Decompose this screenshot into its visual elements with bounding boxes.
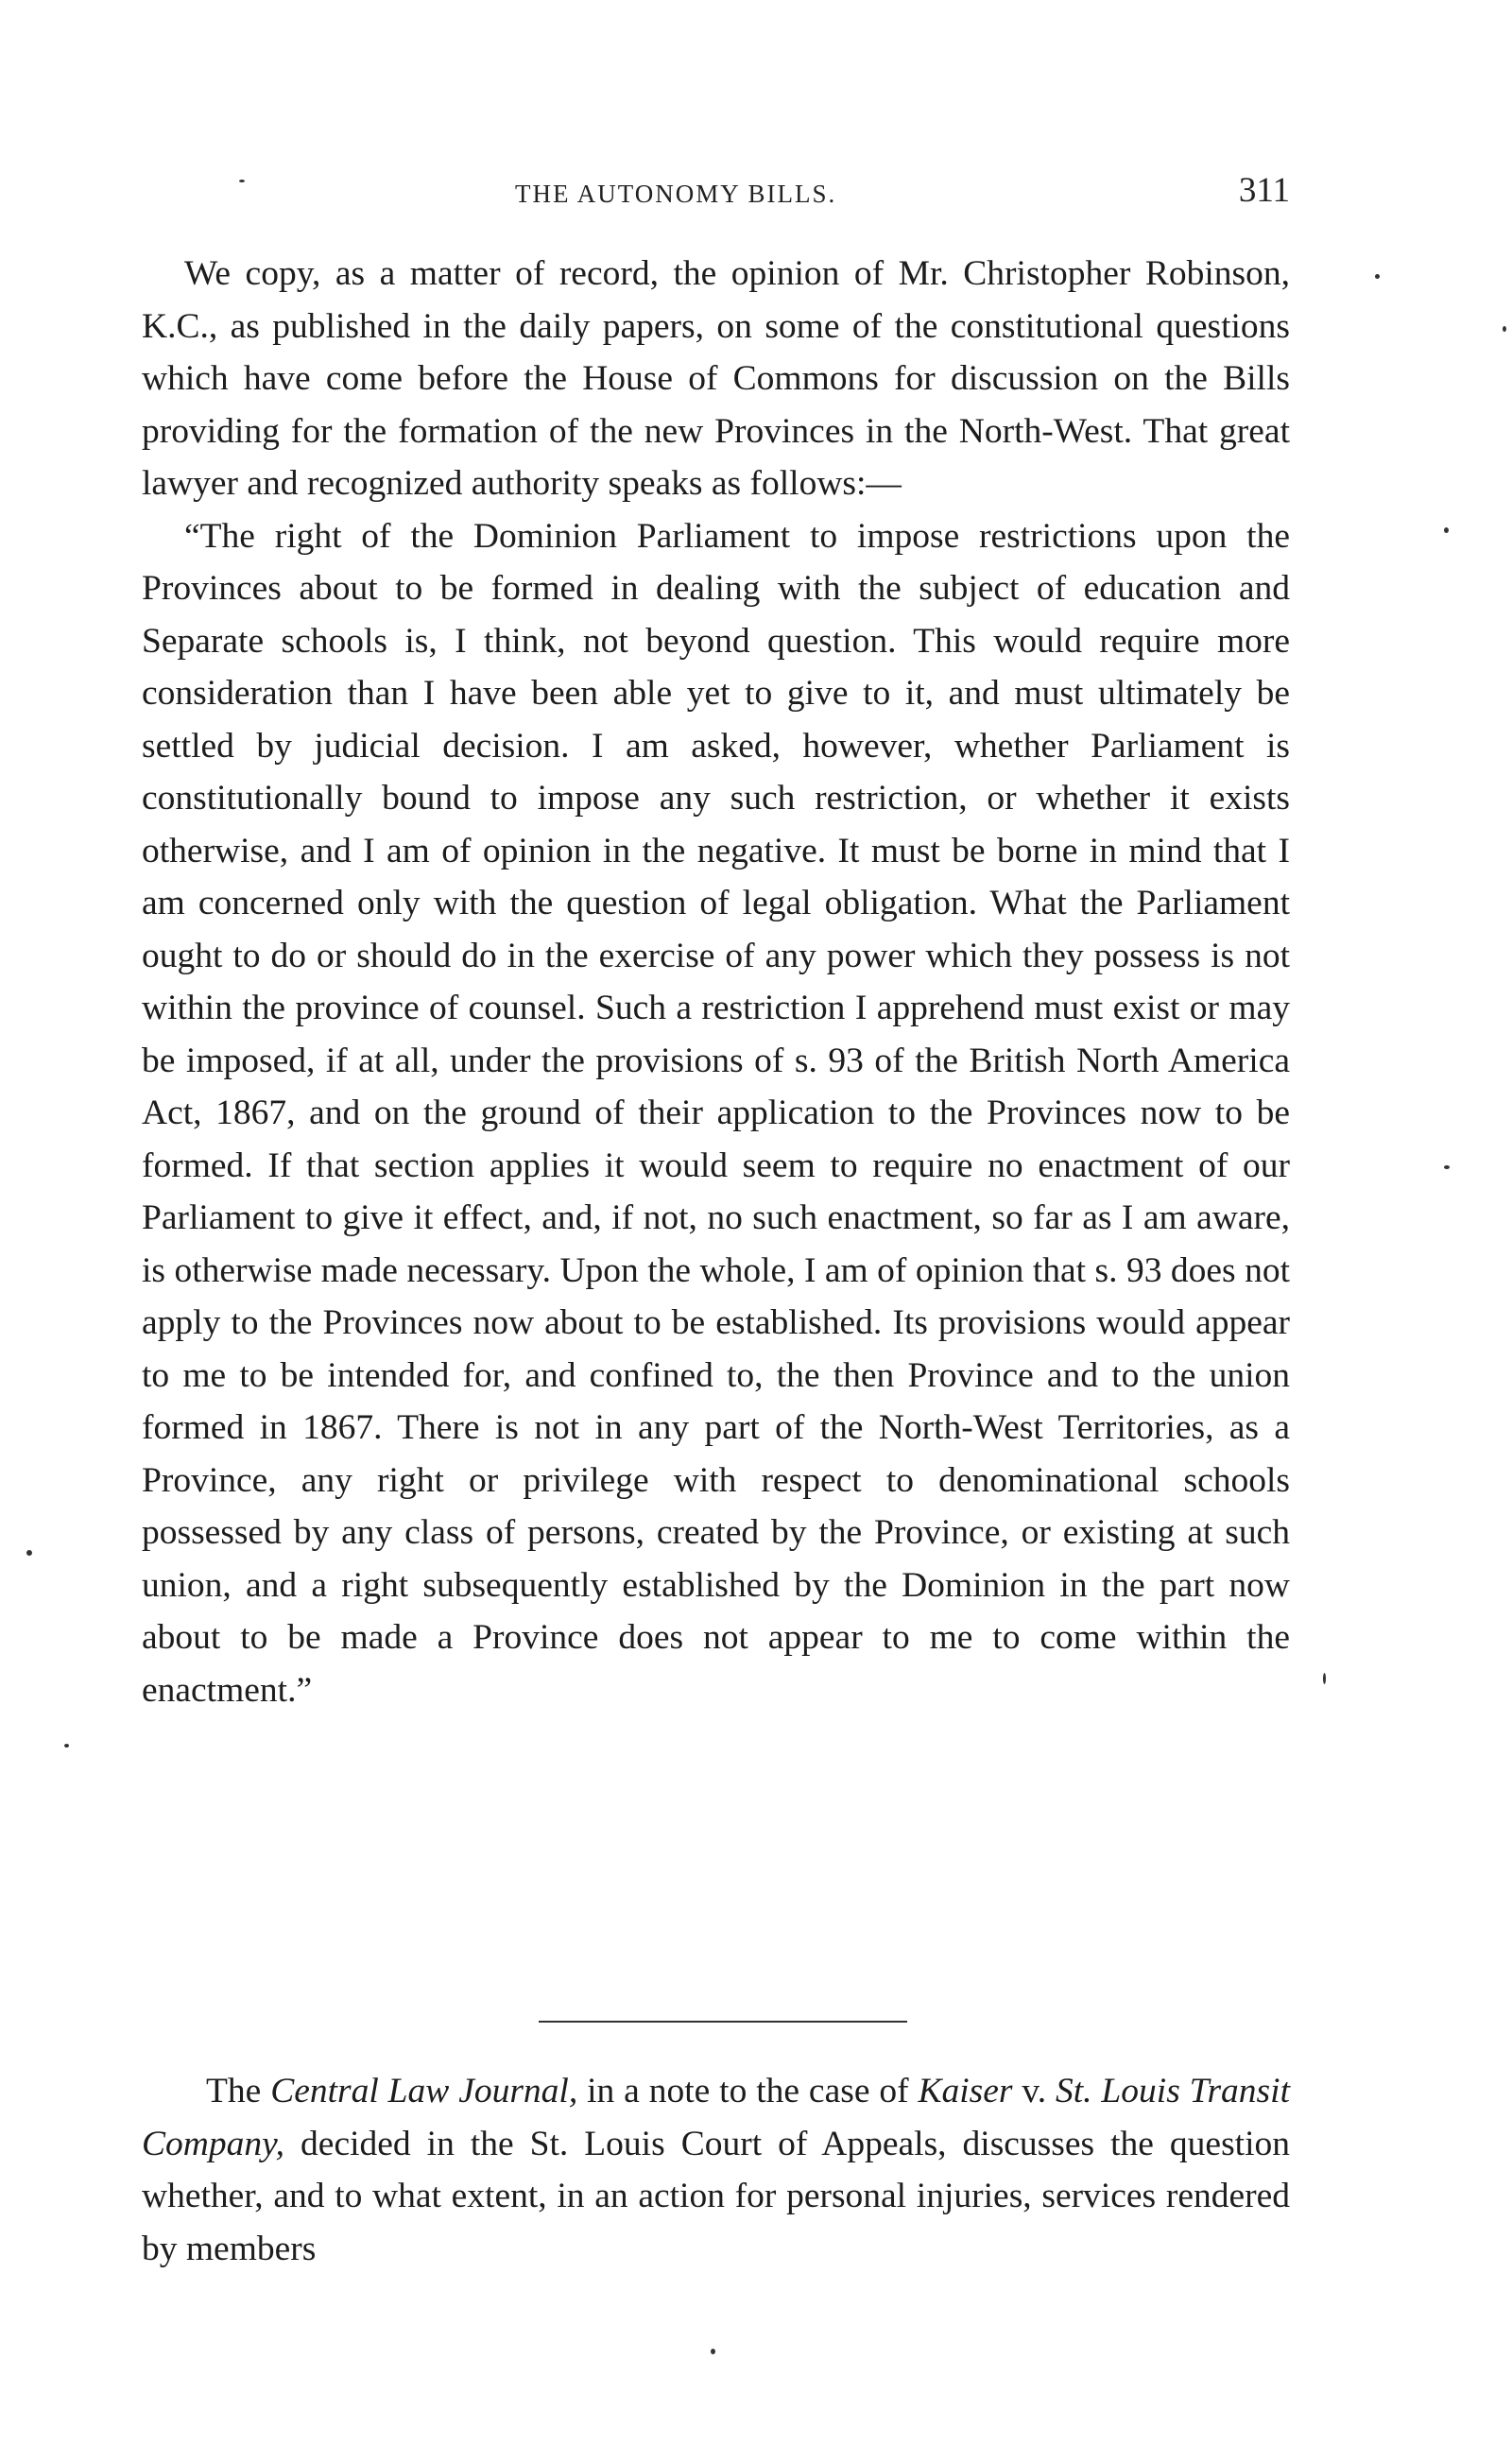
scan-speck [1323, 1673, 1326, 1684]
journal-title: Central Law Journal, [270, 2072, 578, 2110]
second-article-paragraph [142, 2065, 1290, 2275]
scan-speck [239, 180, 245, 182]
scan-speck [1375, 274, 1380, 279]
section-divider [539, 2021, 907, 2023]
second-article [142, 2065, 1290, 2275]
text-segment: decided in the St. Louis Court of Appeals, discusses the question whether, and to what extent, in an action for personal injuries, services rendered by members [142, 2124, 1290, 2268]
page-number: 311 [1238, 171, 1290, 210]
text-segment: v. [1012, 2072, 1056, 2110]
quoted-opinion: “The right of the Dominion Parliament to impose restrictions upon the Provinces about to be formed in dealing with the subject of education and Separate schools is, I think, not beyond question. This would require more consideration than I have been able yet to give to it, and must ultimately be settled by judicial decision. I am asked, however, whether Parliament is constitutionally bound to impose any such restriction, or whether it exists otherwise, and I am of opinion in the negative. It must be borne in mind that I am concerned only with the question of legal obligation. What the Parliament ought to do or should do in the exercise of any power which they possess is not within the province of counsel. Such a restriction I apprehend must exist or may be imposed, if at all, under the provisions of s. 93 of the British North America Act, 1867, and on the ground of their application to the Provinces now to be formed. If that section applies it would seem to require no enactment of our Parliament to give it effect, and, if not, no such enactment, so far as I am aware, is otherwise made necessary. Upon the whole, I am of opinion that s. 93 does not apply to the Provinces now about to be established. Its provisions would appear to me to be intended for, and confined to, the then Province and to the union formed in 1867. There is not in any part of the North-West Territories, as a Province, any right or privilege with respect to denominational schools possessed by any class of persons, created by the Province, or existing at such union, and a right subsequently established by the Dominion in the part now about to be made a Province does not appear to me to come within the enactment.” [142, 516, 1290, 1710]
scan-speck [1503, 326, 1506, 332]
running-header [142, 170, 1290, 217]
running-title: THE AUTONOMY BILLS. [515, 180, 837, 208]
main-text [142, 248, 1290, 1716]
scan-speck [711, 2349, 715, 2354]
scan-speck [1444, 527, 1449, 533]
scan-speck [1444, 1165, 1450, 1169]
case-party-b: St. Louis Transit Company, [142, 2072, 1290, 2163]
scan-speck [64, 1744, 69, 1748]
case-party-a: Kaiser [918, 2072, 1013, 2110]
scan-speck [26, 1550, 32, 1556]
text-segment: in a note to the case of [577, 2072, 919, 2110]
text-segment: The [206, 2072, 271, 2110]
intro-paragraph: We copy, as a matter of record, the opinion of Mr. Christopher Robinson, K.C., as published in the daily papers, on some of the constitutional questions which have come before the House of Commons for discussion on the Bills providing for the formation of the new Provinces in the North-West. That great lawyer and recognized authority speaks as follows:— [142, 254, 1290, 503]
